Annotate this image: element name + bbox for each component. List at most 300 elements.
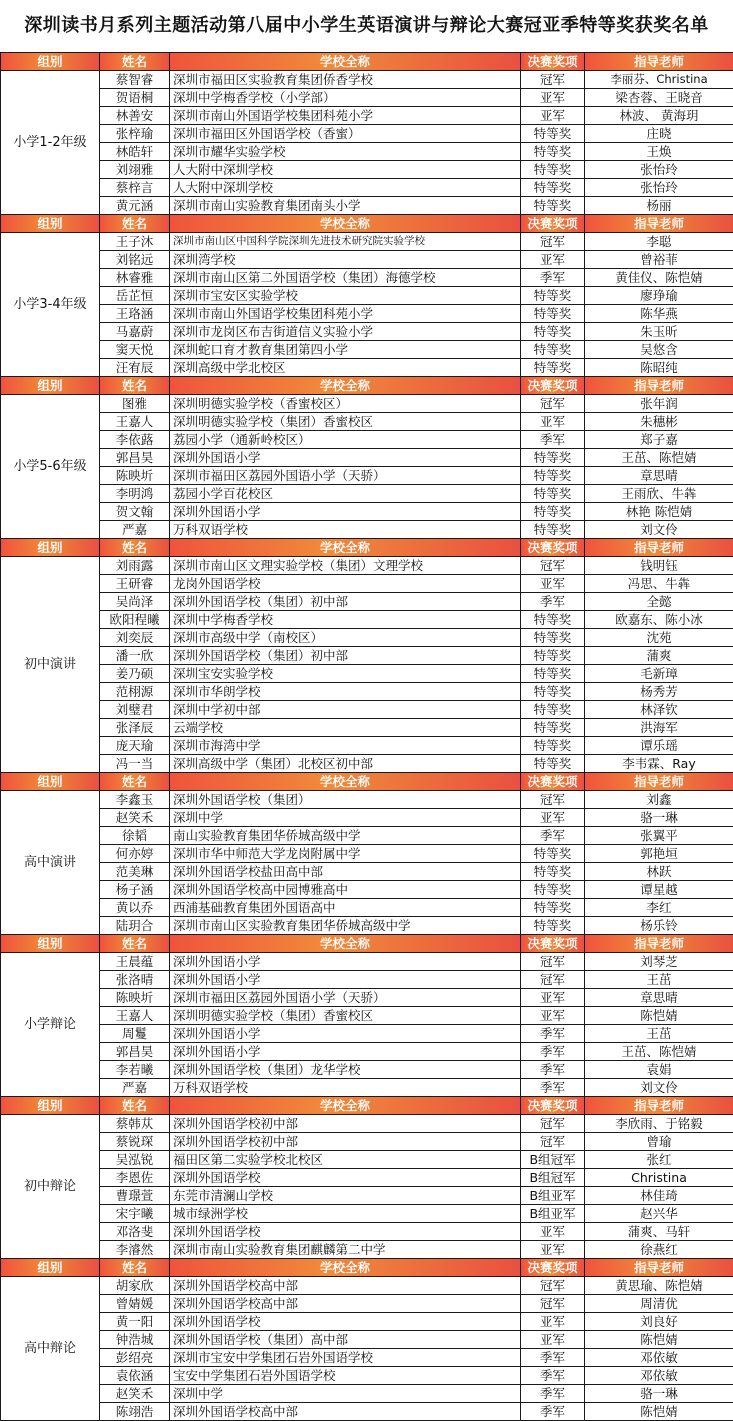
table-row (1, 323, 733, 341)
teacher-cell: 刘文伶 (585, 521, 733, 539)
award-cell: 冠军 (521, 71, 585, 89)
school-name-cell: 深圳外国语小学 (170, 1025, 521, 1043)
teacher-cell: 郭艳垣 (585, 845, 733, 863)
group-cell: 高中演讲 (1, 791, 100, 935)
teacher-cell: 庄晓 (585, 125, 733, 143)
student-name-cell: 刘雨露 (100, 557, 170, 575)
school-name-cell: 东莞市清澜山学校 (170, 1187, 521, 1205)
table-row (1, 989, 733, 1007)
column-header-teacher: 指导老师 (585, 215, 733, 233)
school-name-cell: 深圳明德实验学校（集团）香蜜校区 (170, 413, 521, 431)
student-name-cell: 王嘉人 (100, 1007, 170, 1025)
award-cell: 冠军 (521, 395, 585, 413)
teacher-cell: 钱明钰 (585, 557, 733, 575)
table-row (1, 161, 733, 179)
award-cell: 特等奖 (521, 449, 585, 467)
school-name-cell: 深圳市南山实验教育集团麒麟第二中学 (170, 1241, 521, 1259)
student-name-cell: 贺语桐 (100, 89, 170, 107)
school-name-cell: 深圳高级中学（集团）北校区初中部 (170, 755, 521, 773)
school-name-cell: 深圳市华中师范大学龙岗附属中学 (170, 845, 521, 863)
award-cell: 冠军 (521, 791, 585, 809)
school-name-cell: 深圳中学 (170, 809, 521, 827)
column-header-award: 决赛奖项 (521, 773, 585, 791)
table-row (1, 143, 733, 161)
award-cell: 季军 (521, 1367, 585, 1385)
school-name-cell: 深圳市福田区荔园外国语小学（天骄） (170, 989, 521, 1007)
award-cell: 亚军 (521, 1007, 585, 1025)
section-header-row (1, 1097, 733, 1115)
award-cell: 季军 (521, 269, 585, 287)
student-name-cell: 黄一阳 (100, 1313, 170, 1331)
award-cell: 亚军 (521, 89, 585, 107)
school-name-cell: 深圳宝安实验学校 (170, 665, 521, 683)
school-name-cell: 深圳市宝安中学集团石岩外国语学校 (170, 1349, 521, 1367)
teacher-cell: 王雨欣、牛犇 (585, 485, 733, 503)
teacher-cell: 刘鑫 (585, 791, 733, 809)
table-row (1, 89, 733, 107)
column-header-group: 组别 (1, 377, 100, 395)
teacher-cell: 李丽芬、Christina (585, 71, 733, 89)
student-name-cell: 李明鸿 (100, 485, 170, 503)
student-name-cell: 贺文翰 (100, 503, 170, 521)
student-name-cell: 欧阳程曦 (100, 611, 170, 629)
teacher-cell: 杨丽 (585, 197, 733, 215)
table-row (1, 1331, 733, 1349)
teacher-cell: 毛新璋 (585, 665, 733, 683)
column-header-school: 学校全称 (170, 935, 521, 953)
student-name-cell: 林善安 (100, 107, 170, 125)
student-name-cell: 何亦婷 (100, 845, 170, 863)
student-name-cell: 李濬然 (100, 1241, 170, 1259)
school-name-cell: 深圳外国语学校初中部 (170, 1133, 521, 1151)
award-cell: 季军 (521, 1061, 585, 1079)
column-header-school: 学校全称 (170, 215, 521, 233)
school-name-cell: 深圳市福田区外国语学校（香蜜） (170, 125, 521, 143)
teacher-cell: 骆一琳 (585, 809, 733, 827)
column-header-name: 姓名 (100, 1259, 170, 1277)
table-row (1, 341, 733, 359)
school-name-cell: 深圳市南山外国语学校集团科苑小学 (170, 107, 521, 125)
table-row (1, 1385, 733, 1403)
student-name-cell: 岳芷恒 (100, 287, 170, 305)
award-cell: 特等奖 (521, 161, 585, 179)
school-name-cell: 深圳外国语学校（集团）高中部 (170, 1331, 521, 1349)
student-name-cell: 王珞涵 (100, 305, 170, 323)
table-row (1, 917, 733, 935)
school-name-cell: 万科双语学校 (170, 1079, 521, 1097)
school-name-cell: 深圳明德实验学校（集团）香蜜校区 (170, 1007, 521, 1025)
teacher-cell: 李红 (585, 899, 733, 917)
column-header-name: 姓名 (100, 539, 170, 557)
teacher-cell: 王茁、陈恺婧 (585, 449, 733, 467)
award-cell: 冠军 (521, 1115, 585, 1133)
table-row (1, 359, 733, 377)
group-cell: 初中辩论 (1, 1115, 100, 1259)
column-header-name: 姓名 (100, 215, 170, 233)
teacher-cell: 赵兴华 (585, 1205, 733, 1223)
school-name-cell: 深圳外国语学校（集团） (170, 791, 521, 809)
table-row (1, 593, 733, 611)
award-cell: 特等奖 (521, 485, 585, 503)
school-name-cell: 龙岗外国语学校 (170, 575, 521, 593)
school-name-cell: 深圳外国语学校高中园博雅高中 (170, 881, 521, 899)
school-name-cell: 深圳外国语小学 (170, 449, 521, 467)
table-row (1, 125, 733, 143)
student-name-cell: 刘铭远 (100, 251, 170, 269)
school-name-cell: 深圳市南山实验教育集团南头小学 (170, 197, 521, 215)
teacher-cell: 蒲爽 (585, 647, 733, 665)
table-row (1, 1277, 733, 1295)
table-row (1, 647, 733, 665)
teacher-cell: 王茁 (585, 971, 733, 989)
award-cell: 特等奖 (521, 521, 585, 539)
award-cell: 特等奖 (521, 755, 585, 773)
award-cell: 特等奖 (521, 197, 585, 215)
award-cell: 特等奖 (521, 899, 585, 917)
table-row (1, 755, 733, 773)
award-cell: 亚军 (521, 989, 585, 1007)
student-name-cell: 李依蕗 (100, 431, 170, 449)
teacher-cell: 陈恺婧 (585, 1403, 733, 1421)
school-name-cell: 深圳外国语学校 (170, 1313, 521, 1331)
award-cell: 亚军 (521, 1241, 585, 1259)
teacher-cell: 李聪 (585, 233, 733, 251)
school-name-cell: 深圳市南山区第二外国语学校（集团）海德学校 (170, 269, 521, 287)
school-name-cell: 深圳中学初中部 (170, 701, 521, 719)
table-row (1, 197, 733, 215)
award-table-body (1, 53, 733, 1421)
column-header-name: 姓名 (100, 377, 170, 395)
table-row (1, 809, 733, 827)
teacher-cell: 吴悠含 (585, 341, 733, 359)
table-row (1, 431, 733, 449)
school-name-cell: 深圳市华朗学校 (170, 683, 521, 701)
school-name-cell: 深圳中学 (170, 1385, 521, 1403)
column-header-award: 决赛奖项 (521, 377, 585, 395)
teacher-cell: 林佳琦 (585, 1187, 733, 1205)
section-header-row (1, 215, 733, 233)
table-row (1, 1007, 733, 1025)
teacher-cell: 洪海军 (585, 719, 733, 737)
teacher-cell: 曾瑜 (585, 1133, 733, 1151)
table-row (1, 683, 733, 701)
award-cell: 亚军 (521, 1331, 585, 1349)
school-name-cell: 深圳市福田区荔园外国语小学（天骄） (170, 467, 521, 485)
teacher-cell: 杨秀芳 (585, 683, 733, 701)
section-header-row (1, 773, 733, 791)
column-header-award: 决赛奖项 (521, 935, 585, 953)
table-row (1, 467, 733, 485)
school-name-cell: 宝安中学集团石岩外国语学校 (170, 1367, 521, 1385)
column-header-teacher: 指导老师 (585, 1097, 733, 1115)
award-cell: 季军 (521, 827, 585, 845)
teacher-cell: 梁杏蓉、王晓音 (585, 89, 733, 107)
school-name-cell: 人大附中深圳学校 (170, 161, 521, 179)
school-name-cell: 荔园小学（通新岭校区） (170, 431, 521, 449)
student-name-cell: 黄元涵 (100, 197, 170, 215)
group-cell: 小学3-4年级 (1, 233, 100, 377)
student-name-cell: 陈映圻 (100, 989, 170, 1007)
award-cell: 特等奖 (521, 881, 585, 899)
award-cell: 特等奖 (521, 323, 585, 341)
student-name-cell: 赵笑禾 (100, 1385, 170, 1403)
group-cell: 小学5-6年级 (1, 395, 100, 539)
school-name-cell: 深圳外国语小学 (170, 953, 521, 971)
table-row (1, 1313, 733, 1331)
table-row (1, 1367, 733, 1385)
teacher-cell: 邓依敏 (585, 1349, 733, 1367)
section-header-row (1, 935, 733, 953)
section-header-row (1, 539, 733, 557)
column-header-teacher: 指导老师 (585, 773, 733, 791)
teacher-cell: 王茁、陈恺婧 (585, 1043, 733, 1061)
table-row (1, 953, 733, 971)
column-header-name: 姓名 (100, 935, 170, 953)
school-name-cell: 深圳高级中学北校区 (170, 359, 521, 377)
teacher-cell: 张翼平 (585, 827, 733, 845)
school-name-cell: 深圳外国语小学 (170, 503, 521, 521)
table-row (1, 395, 733, 413)
student-name-cell: 蔡锐琛 (100, 1133, 170, 1151)
student-name-cell: 张洛晴 (100, 971, 170, 989)
column-header-group: 组别 (1, 539, 100, 557)
table-row (1, 1187, 733, 1205)
student-name-cell: 王研睿 (100, 575, 170, 593)
student-name-cell: 张梓瑜 (100, 125, 170, 143)
table-row (1, 1115, 733, 1133)
award-cell: 特等奖 (521, 611, 585, 629)
award-cell: 亚军 (521, 1313, 585, 1331)
student-name-cell: 袁依涵 (100, 1367, 170, 1385)
table-row (1, 1241, 733, 1259)
student-name-cell: 曾婧媛 (100, 1295, 170, 1313)
teacher-cell: 陈恺婧 (585, 1331, 733, 1349)
column-header-teacher: 指导老师 (585, 377, 733, 395)
teacher-cell: 刘琴芝 (585, 953, 733, 971)
award-cell: 亚军 (521, 575, 585, 593)
teacher-cell: 杨乐铃 (585, 917, 733, 935)
award-cell: 冠军 (521, 557, 585, 575)
teacher-cell: 曾裕菲 (585, 251, 733, 269)
table-row (1, 251, 733, 269)
column-header-group: 组别 (1, 1259, 100, 1277)
column-header-group: 组别 (1, 935, 100, 953)
table-row (1, 1403, 733, 1421)
school-name-cell: 深圳明德实验学校（香蜜校区） (170, 395, 521, 413)
student-name-cell: 蔡韩苁 (100, 1115, 170, 1133)
column-header-award: 决赛奖项 (521, 53, 585, 71)
school-name-cell: 深圳中学梅香学校（小学部） (170, 89, 521, 107)
table-row (1, 1061, 733, 1079)
school-name-cell: 人大附中深圳学校 (170, 179, 521, 197)
school-name-cell: 深圳外国语学校高中部 (170, 1295, 521, 1313)
student-name-cell: 潘一欣 (100, 647, 170, 665)
student-name-cell: 黄以乔 (100, 899, 170, 917)
award-cell: 季军 (521, 593, 585, 611)
column-header-school: 学校全称 (170, 377, 521, 395)
award-cell: 特等奖 (521, 701, 585, 719)
table-row (1, 521, 733, 539)
teacher-cell: 刘文伶 (585, 1079, 733, 1097)
column-header-teacher: 指导老师 (585, 539, 733, 557)
award-cell: 特等奖 (521, 305, 585, 323)
group-cell: 高中辩论 (1, 1277, 100, 1421)
award-cell: 特等奖 (521, 143, 585, 161)
student-name-cell: 刘璧君 (100, 701, 170, 719)
table-row (1, 71, 733, 89)
student-name-cell: 冯一当 (100, 755, 170, 773)
teacher-cell: 王焕 (585, 143, 733, 161)
teacher-cell: 周清优 (585, 1295, 733, 1313)
school-name-cell: 深圳市南山区实验教育集团华侨城高级中学 (170, 917, 521, 935)
award-cell: B组冠军 (521, 1151, 585, 1169)
school-name-cell: 荔园小学百花校区 (170, 485, 521, 503)
teacher-cell: 林波、 黄海玥 (585, 107, 733, 125)
table-row (1, 413, 733, 431)
school-name-cell: 西浦基础教育集团外国语高中 (170, 899, 521, 917)
award-cell: 特等奖 (521, 341, 585, 359)
teacher-cell: 欧嘉东、陈小冰 (585, 611, 733, 629)
student-name-cell: 邓洛斐 (100, 1223, 170, 1241)
table-row (1, 557, 733, 575)
student-name-cell: 钟浩城 (100, 1331, 170, 1349)
award-cell: 季军 (521, 431, 585, 449)
table-row (1, 629, 733, 647)
student-name-cell: 赵笑禾 (100, 809, 170, 827)
teacher-cell: 陈华燕 (585, 305, 733, 323)
award-cell: B组冠军 (521, 1169, 585, 1187)
teacher-cell: 廖琤瑜 (585, 287, 733, 305)
teacher-cell: 刘良好 (585, 1313, 733, 1331)
column-header-teacher: 指导老师 (585, 1259, 733, 1277)
school-name-cell: 深圳外国语小学 (170, 971, 521, 989)
column-header-school: 学校全称 (170, 53, 521, 71)
page-title: 深圳读书月系列主题活动第八届中小学生英语演讲与辩论大赛冠亚季特等奖获奖名单 (24, 15, 709, 36)
student-name-cell: 蔡智睿 (100, 71, 170, 89)
student-name-cell: 徐韬 (100, 827, 170, 845)
teacher-cell: 李欣雨、于铭毅 (585, 1115, 733, 1133)
school-name-cell: 深圳市福田区实验教育集团侨香学校 (170, 71, 521, 89)
teacher-cell: 谭乐瑶 (585, 737, 733, 755)
table-row (1, 1295, 733, 1313)
table-row (1, 827, 733, 845)
teacher-cell: 黄思瑜、陈恺婧 (585, 1277, 733, 1295)
student-name-cell: 王子沐 (100, 233, 170, 251)
teacher-cell: 郑子嘉 (585, 431, 733, 449)
award-cell: 特等奖 (521, 719, 585, 737)
table-row (1, 611, 733, 629)
table-row (1, 1079, 733, 1097)
award-cell: 特等奖 (521, 125, 585, 143)
student-name-cell: 周鬘 (100, 1025, 170, 1043)
student-name-cell: 陈翊浩 (100, 1403, 170, 1421)
teacher-cell: 李韦霖、Ray (585, 755, 733, 773)
award-cell: 季军 (521, 1043, 585, 1061)
column-header-name: 姓名 (100, 773, 170, 791)
school-name-cell: 深圳市宝安区实验学校 (170, 287, 521, 305)
student-name-cell: 庞天瑜 (100, 737, 170, 755)
teacher-cell: 林泽钦 (585, 701, 733, 719)
teacher-cell: 林艳 陈恺婧 (585, 503, 733, 521)
award-cell: 冠军 (521, 971, 585, 989)
table-row (1, 1133, 733, 1151)
school-name-cell: 深圳外国语学校高中部 (170, 1277, 521, 1295)
student-name-cell: 王晨蕴 (100, 953, 170, 971)
teacher-cell: 朱玉昕 (585, 323, 733, 341)
teacher-cell: 张红 (585, 1151, 733, 1169)
column-header-school: 学校全称 (170, 773, 521, 791)
award-cell: 特等奖 (521, 359, 585, 377)
award-cell: 亚军 (521, 413, 585, 431)
table-row (1, 107, 733, 125)
column-header-award: 决赛奖项 (521, 215, 585, 233)
column-header-school: 学校全称 (170, 1259, 521, 1277)
teacher-cell: 朱穗彬 (585, 413, 733, 431)
school-name-cell: 深圳中学梅香学校 (170, 611, 521, 629)
table-row (1, 305, 733, 323)
student-name-cell: 刘翊雅 (100, 161, 170, 179)
table-row (1, 719, 733, 737)
table-row (1, 665, 733, 683)
award-cell: 特等奖 (521, 503, 585, 521)
column-header-group: 组别 (1, 53, 100, 71)
table-row (1, 575, 733, 593)
award-cell: 季军 (521, 1403, 585, 1421)
award-cell: 特等奖 (521, 629, 585, 647)
school-name-cell: 深圳市南山外国语学校集团科苑小学 (170, 305, 521, 323)
column-header-group: 组别 (1, 773, 100, 791)
school-name-cell: 深圳湾学校 (170, 251, 521, 269)
award-cell: 冠军 (521, 1133, 585, 1151)
school-name-cell: 深圳外国语学校盐田高中部 (170, 863, 521, 881)
student-name-cell: 马嘉蔚 (100, 323, 170, 341)
group-cell: 初中演讲 (1, 557, 100, 773)
teacher-cell: 章思晴 (585, 467, 733, 485)
award-table (0, 52, 733, 1421)
teacher-cell: 邓依敏 (585, 1367, 733, 1385)
school-name-cell: 深圳市南山区中国科学院深圳先进技术研究院实验学校 (170, 233, 521, 251)
teacher-cell: 章思晴 (585, 989, 733, 1007)
award-cell: 特等奖 (521, 467, 585, 485)
table-row (1, 881, 733, 899)
teacher-cell: 陈恺婧 (585, 1007, 733, 1025)
table-row (1, 449, 733, 467)
student-name-cell: 汪宥辰 (100, 359, 170, 377)
teacher-cell: 陈昭纯 (585, 359, 733, 377)
award-cell: 特等奖 (521, 683, 585, 701)
section-header-row (1, 377, 733, 395)
teacher-cell: 蒲爽、马轩 (585, 1223, 733, 1241)
student-name-cell: 林睿雅 (100, 269, 170, 287)
student-name-cell: 范美琳 (100, 863, 170, 881)
table-row (1, 899, 733, 917)
student-name-cell: 图雅 (100, 395, 170, 413)
section-header-row (1, 1259, 733, 1277)
award-cell: 亚军 (521, 1223, 585, 1241)
student-name-cell: 宋宇曦 (100, 1205, 170, 1223)
award-cell: 冠军 (521, 1277, 585, 1295)
teacher-cell: Christina (585, 1169, 733, 1187)
award-cell: 亚军 (521, 251, 585, 269)
student-name-cell: 李鑫玉 (100, 791, 170, 809)
teacher-cell: 冯思、牛犇 (585, 575, 733, 593)
award-cell: 亚军 (521, 809, 585, 827)
award-cell: 冠军 (521, 1295, 585, 1313)
teacher-cell: 谭星越 (585, 881, 733, 899)
school-name-cell: 深圳市耀华实验学校 (170, 143, 521, 161)
table-row (1, 485, 733, 503)
teacher-cell: 徐燕红 (585, 1241, 733, 1259)
